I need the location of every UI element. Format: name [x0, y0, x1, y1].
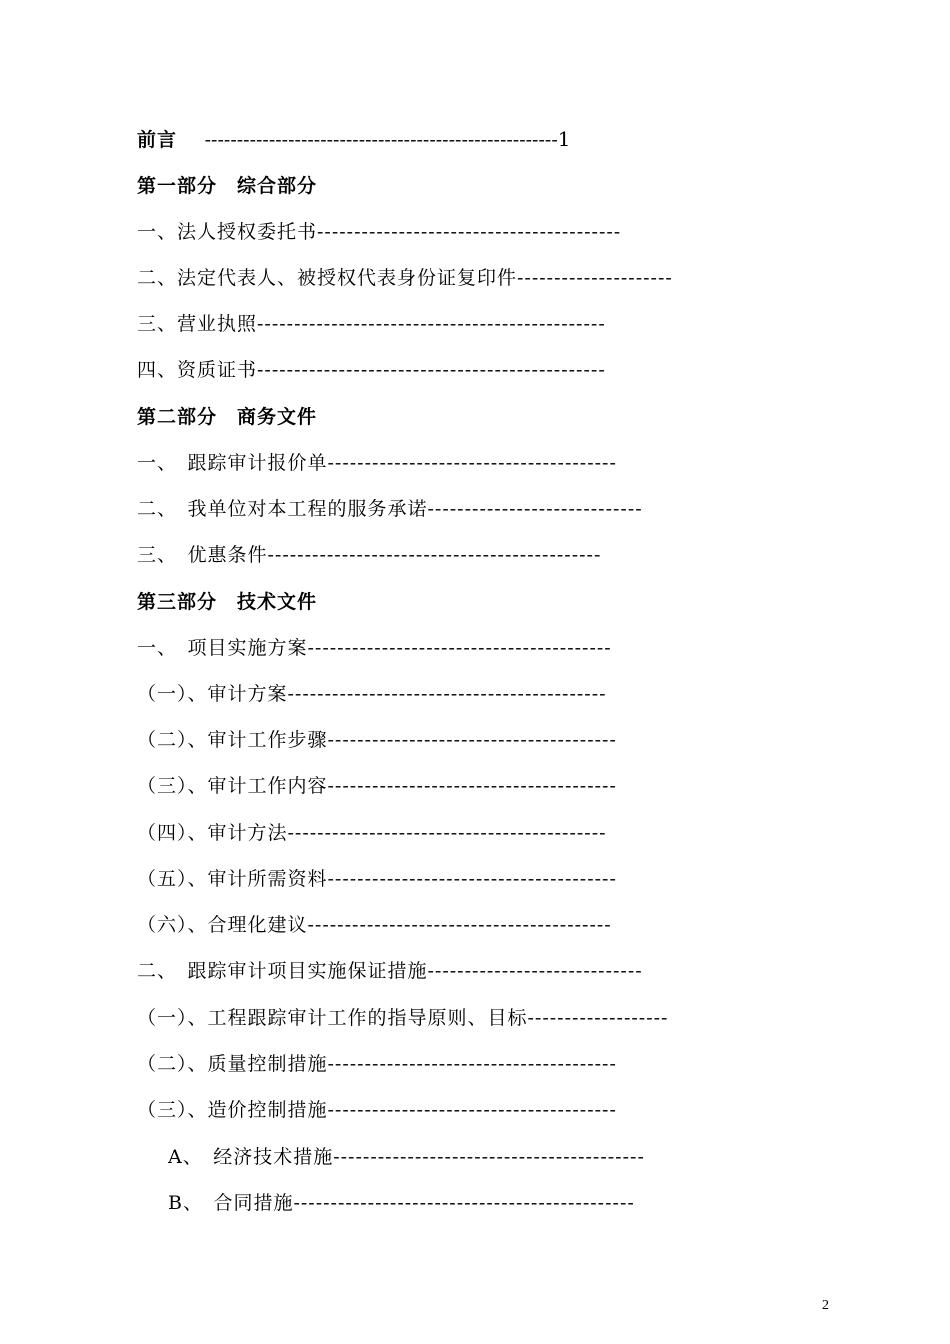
- toc-entry: 二、 跟踪审计项目实施保证措施-----------------------------: [137, 960, 643, 982]
- part3-heading: 第三部分 技术文件: [137, 591, 318, 613]
- preface-label: 前言: [137, 129, 178, 151]
- toc-entry: （二）、审计工作步骤---------------------------------------: [137, 729, 617, 751]
- toc-entry: 三、营业执照-----------------------------------------------: [137, 313, 606, 335]
- toc-entry: B、 合同措施----------------------------------------------: [168, 1192, 635, 1214]
- preface-leader: -------------------------------------------------------: [204, 129, 558, 151]
- toc-entry: （二）、质量控制措施---------------------------------------: [137, 1053, 617, 1075]
- toc-entry: （四）、审计方法-------------------------------------------: [137, 822, 607, 844]
- toc-entry: 三、 优惠条件---------------------------------------------: [137, 544, 602, 566]
- toc-entry: A、 经济技术措施------------------------------------------: [168, 1146, 645, 1168]
- part2-heading: 第二部分 商务文件: [137, 406, 318, 428]
- toc-entry: 一、 项目实施方案-----------------------------------------: [137, 637, 612, 659]
- toc-entry: 二、 我单位对本工程的服务承诺-----------------------------: [137, 498, 643, 520]
- toc-entry: （五）、审计所需资料---------------------------------------: [137, 868, 617, 890]
- preface-page-number: 1: [557, 127, 571, 151]
- toc-entry: 一、 跟踪审计报价单---------------------------------------: [137, 452, 617, 474]
- part1-heading: 第一部分 综合部分: [137, 175, 318, 197]
- toc-entry: 一、法人授权委托书-----------------------------------------: [137, 221, 622, 243]
- toc-entry: （三）、审计工作内容---------------------------------------: [137, 775, 617, 797]
- toc-preface: [137, 124, 797, 154]
- toc-entry: （三）、造价控制措施---------------------------------------: [137, 1099, 617, 1121]
- toc-entry: （一）、审计方案-------------------------------------------: [137, 683, 607, 705]
- toc-entry: 四、资质证书-----------------------------------------------: [137, 359, 606, 381]
- toc-entry: 二、法定代表人、被授权代表身份证复印件---------------------: [137, 267, 673, 289]
- toc-entry: （一）、工程跟踪审计工作的指导原则、目标-------------------: [137, 1007, 669, 1029]
- page-number: 2: [822, 1298, 829, 1313]
- toc-entry: （六）、合理化建议-----------------------------------------: [137, 914, 612, 936]
